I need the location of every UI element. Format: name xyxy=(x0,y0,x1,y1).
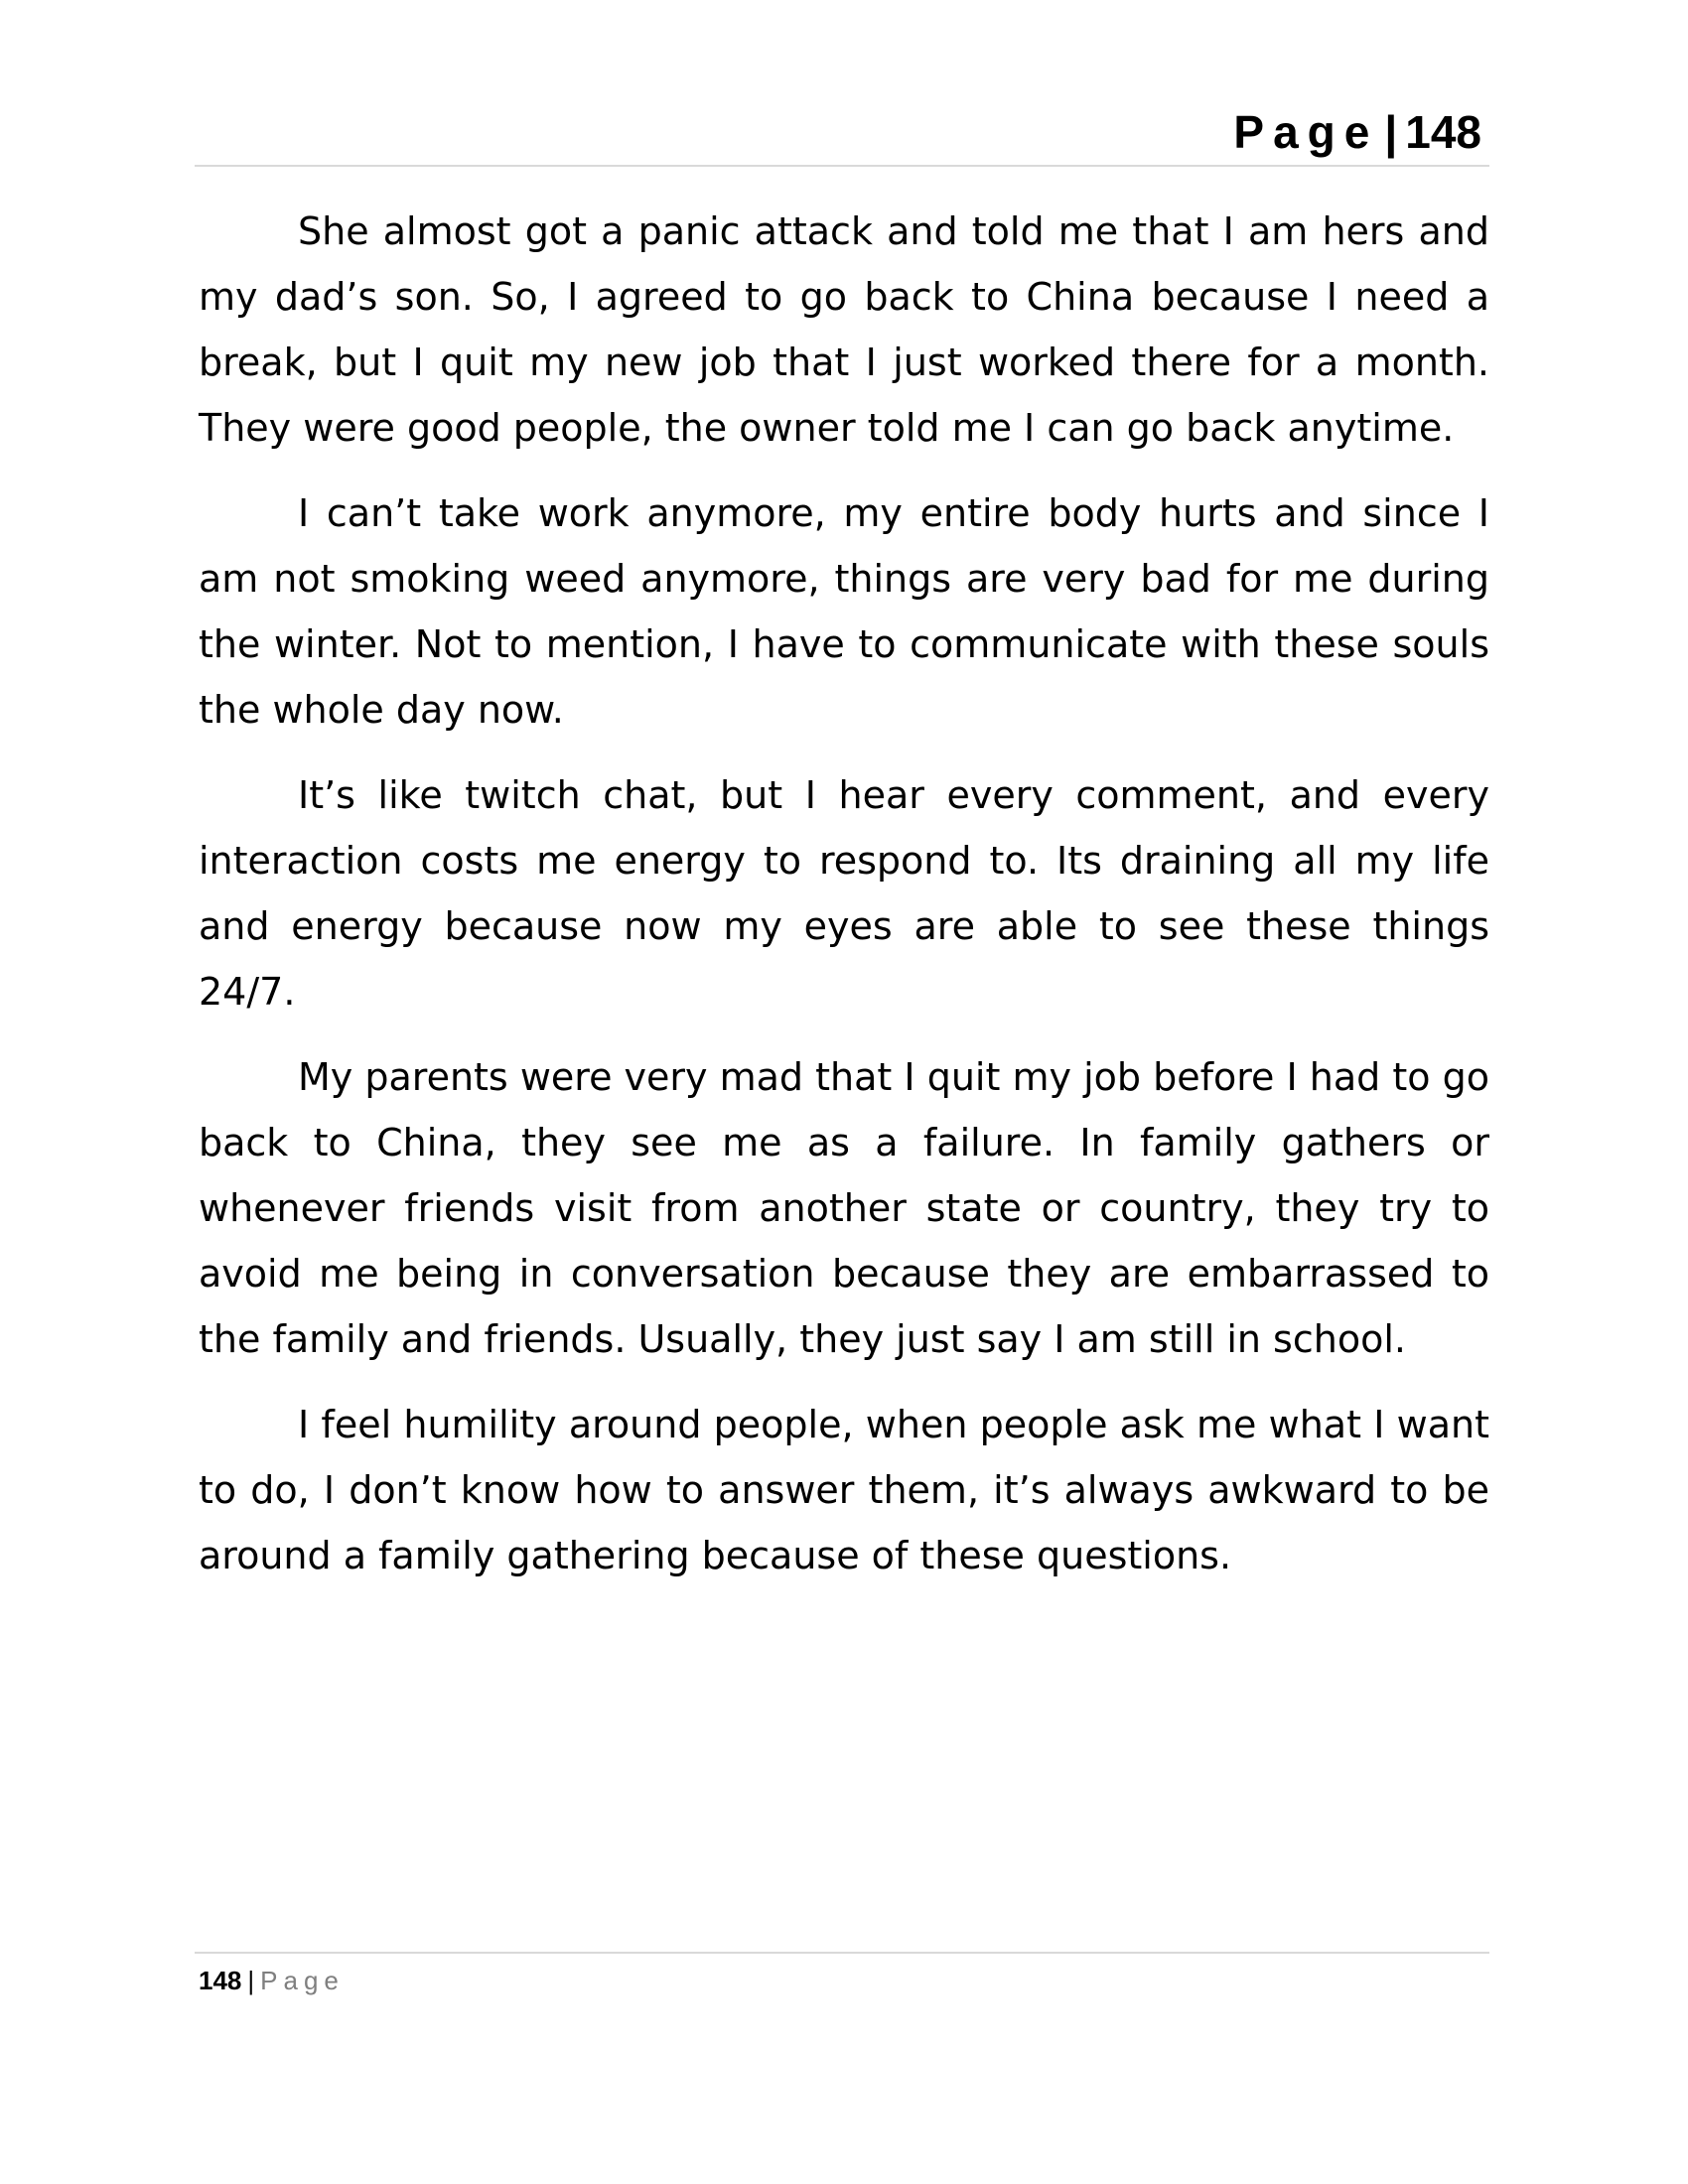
header-page-number: 148 xyxy=(1405,106,1481,158)
page-header xyxy=(195,99,1489,167)
paragraph: I can’t take work anymore, my entire body hurts and since I am not smoking weed anymore, things are very bad for me during the winter. Not to mention, I have to communicate with these souls the whole day now. xyxy=(199,491,1489,732)
paragraph: I feel humility around people, when people ask me what I want to do, I don’t know how to answer them, it’s always awkward to be around a family gathering because of these questions. xyxy=(199,1403,1489,1577)
footer-page-number: 148 xyxy=(199,1966,242,1995)
header-separator: | xyxy=(1384,106,1398,158)
paragraph: My parents were very mad that I quit my job before I had to go back to China, they see me as a failure. In family gathers or whenever friends visit from another state or country, they try to avoid me being in conversation because they are embarrassed to the family and friends. Usually, they just say I am still in school. xyxy=(199,1055,1489,1361)
paragraph: It’s like twitch chat, but I hear every comment, and every interaction costs me energy to respond to. Its draining all my life and energy because now my eyes are able to see these things 24/7. xyxy=(199,773,1489,1014)
footer-page-label xyxy=(199,1964,345,1997)
footer-separator: | xyxy=(247,1966,255,1995)
header-page-word: Page xyxy=(1233,106,1379,158)
paragraph: She almost got a panic attack and told me that I am hers and my dad’s son. So, I agreed to go back to China because I need a break, but I quit my new job that I just worked there for a month. They were good people, the owner told me I can go back anytime. xyxy=(199,209,1489,450)
footer-page-word: Page xyxy=(260,1966,345,1995)
document-body xyxy=(199,199,1489,1608)
page-footer xyxy=(195,1952,1489,1995)
header-page-label xyxy=(1233,107,1481,157)
